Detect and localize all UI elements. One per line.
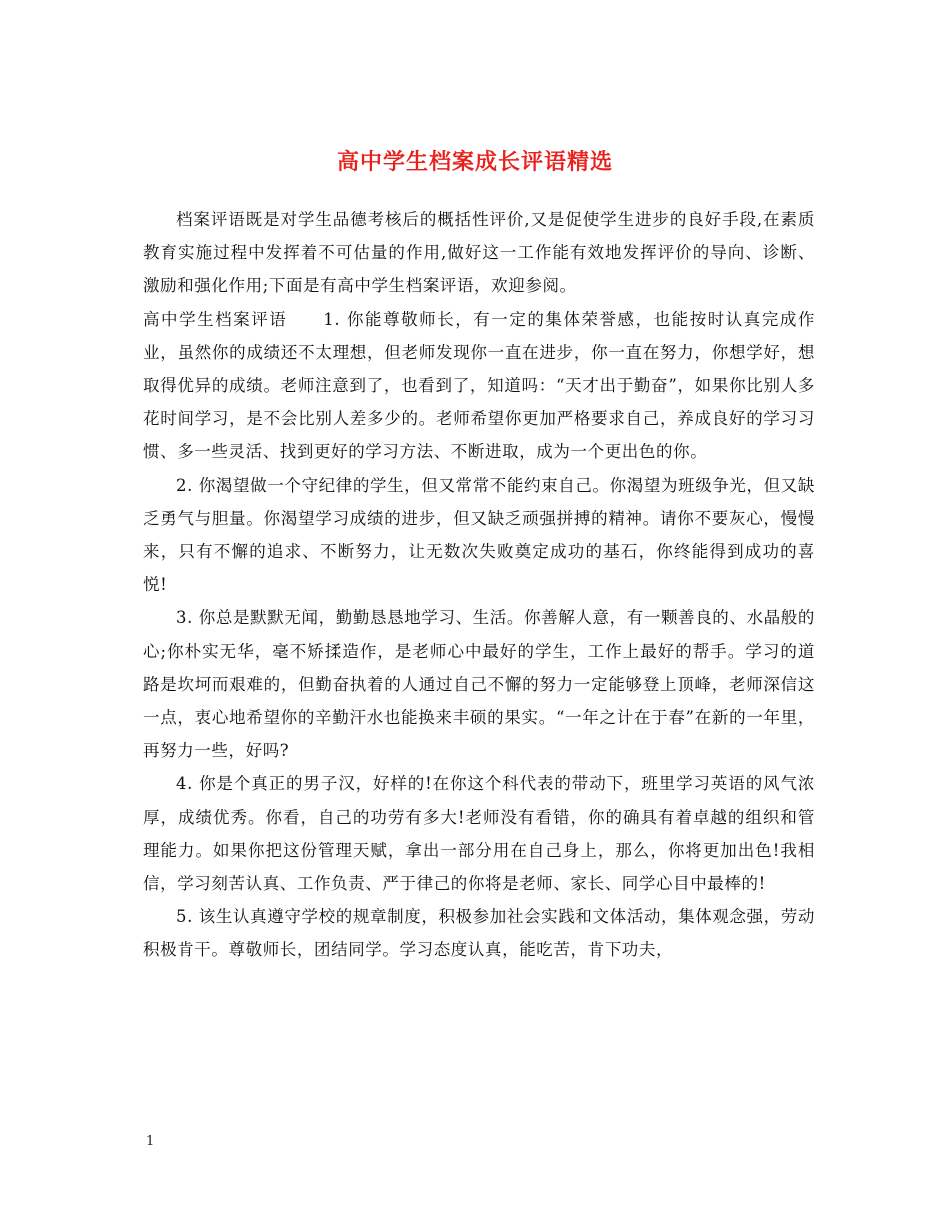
document-title: 高中学生档案成长评语精选 [336,148,613,175]
comment-paragraph-2: 2. 你渴望做一个守纪律的学生，但又常常不能约束自己。你渴望为班级争光，但又缺乏勇气与胆量。你渴望学习成绩的进步，但又缺乏顽强拼搏的精神。请你不要灰心，慢慢来，只有不懈的追求、不断努力，让无数次失败奠定成功的基石，你终能得到成功的喜悦! [143,475,815,595]
comment-paragraph-1 [143,303,815,469]
document-body [143,203,815,967]
comment-paragraph-5: 5. 该生认真遵守学校的规章制度，积极参加社会实践和文体活动，集体观念强，劳动积极肯干。尊敬师长，团结同学。学习态度认真，能吃苦，肯下功夫， [143,907,815,960]
comment-paragraph-3: 3. 你总是默默无闻，勤勤恳恳地学习、生活。你善解人意，有一颗善良的、水晶般的心;你朴实无华，毫不矫揉造作，是老师心中最好的学生，工作上最好的帮手。学习的道路是坎坷而艰难的，但勤奋执着的人通过自己不懈的努力一定能够登上顶峰，老师深信这一点，衷心地希望你的辛勤汗水也能换来丰硕的果实。“一年之计在于春”在新的一年里，再努力一些，好吗? [143,608,815,761]
comment-paragraph-4: 4. 你是个真正的男子汉，好样的!在你这个科代表的带动下，班里学习英语的风气浓厚，成绩优秀。你看，自己的功劳有多大!老师没有看错，你的确具有着卓越的组织和管理能力。如果你把这份管理天赋，拿出一部分用在自己身上，那么，你将更加出色!我相信，学习刻苦认真、工作负责、严于律己的你将是老师、家长、同学心目中最棒的! [143,774,815,894]
intro-paragraph: 档案评语既是对学生品德考核后的概括性评价,又是促使学生进步的良好手段,在素质教育实施过程中发挥着不可估量的作用,做好这一工作能有效地发挥评价的导向、诊断、激励和强化作用;下面是有高中学生档案评语，欢迎参阅。 [143,210,815,296]
comment-text-1: 1. 你能尊敬师长，有一定的集体荣誉感，也能按时认真完成作业，虽然你的成绩还不太理想，但老师发现你一直在进步，你一直在努力，你想学好，想取得优异的成绩。老师注意到了，也看到了，知道吗：“天才出于勤奋”，如果你比别人多花时间学习，是不会比别人差多少的。老师希望你更加严格要求自己，养成良好的学习习惯、多一些灵活、找到更好的学习方法、不断进取，成为一个更出色的你。 [143,309,815,462]
page-number: 1 [146,1134,155,1149]
section-label: 高中学生档案评语 [143,309,288,329]
